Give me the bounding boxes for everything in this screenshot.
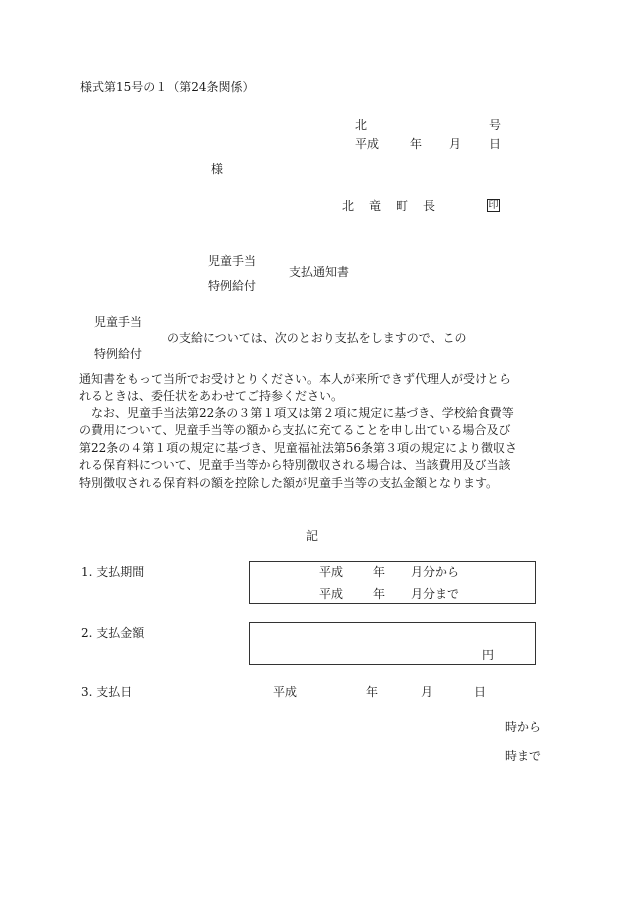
issuer-char-1: 北 <box>342 199 355 213</box>
period-label: 1. 支払期間 <box>81 565 145 579</box>
body-paragraph-2: なお、児童手当法第22条の３第１項又は第２項に規定に基づき、学校給食費等の費用について、児童手当等の額から支払に充てることを申し出ている場合及び第22条の４第１項の規定に基づき、児童福祉法第56条第３項の規定により徴収される保育料について、児童手当等から特別徴収される場合は、当該費用及び当該特別徴収される保育料の額を控除した額が児童手当等の支払金額となります。 <box>79 406 518 490</box>
amount-unit: 円 <box>482 648 495 662</box>
body-option-special-benefit: 特例給付 <box>94 347 143 361</box>
period-from-era: 平成 <box>319 565 344 579</box>
period-to-year-unit: 年 <box>373 587 386 601</box>
amount-label: 2. 支払金額 <box>81 626 145 640</box>
date-era: 平成 <box>355 137 380 151</box>
payment-time-to: 時まで <box>505 749 542 763</box>
issuer-char-4: 長 <box>423 199 436 213</box>
period-to-text: 月分まで <box>411 587 460 601</box>
date-month-unit: 月 <box>449 137 462 151</box>
seal-mark: 印 <box>488 200 499 211</box>
doc-number-suffix: 号 <box>489 118 502 132</box>
doc-number-prefix: 北 <box>355 118 368 132</box>
issuer-char-3: 町 <box>396 199 409 213</box>
payment-date-year-unit: 年 <box>366 685 379 699</box>
period-box <box>249 561 536 604</box>
date-day-unit: 日 <box>489 137 502 151</box>
payment-date-label: 3. 支払日 <box>81 685 133 699</box>
period-to-era: 平成 <box>319 587 344 601</box>
document-title: 支払通知書 <box>289 265 350 279</box>
payment-date-day-unit: 日 <box>474 685 487 699</box>
ki-heading: 記 <box>306 529 319 543</box>
title-option-special-benefit: 特例給付 <box>208 279 257 293</box>
issuer-char-2: 竜 <box>369 199 382 213</box>
form-number: 様式第15号の１（第24条関係） <box>80 80 255 94</box>
payment-time-from: 時から <box>505 720 542 734</box>
payment-date-era: 平成 <box>273 685 298 699</box>
date-year-unit: 年 <box>410 137 423 151</box>
period-from-text: 月分から <box>411 565 460 579</box>
addressee-suffix: 様 <box>211 162 224 176</box>
body-line-1: の支給については、次のとおり支払をしますので、この <box>167 331 467 345</box>
title-option-child-allowance: 児童手当 <box>208 254 257 268</box>
payment-date-month-unit: 月 <box>421 685 434 699</box>
period-from-year-unit: 年 <box>373 565 386 579</box>
body-option-child-allowance: 児童手当 <box>94 315 143 329</box>
body-paragraph-1: 通知書をもって当所でお受けとりください。本人が来所できず代理人が受けとられるときは、委任状をあわせてご持参ください。 <box>79 372 512 404</box>
